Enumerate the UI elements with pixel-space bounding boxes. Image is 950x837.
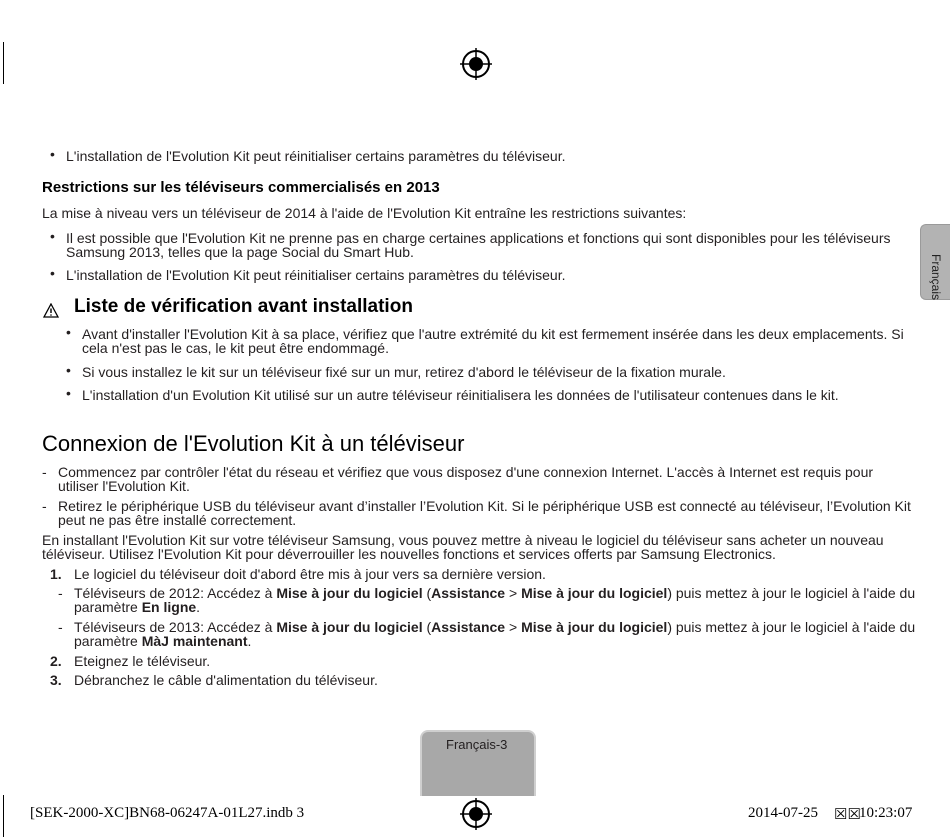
step-number: 3. — [50, 672, 62, 688]
page-number-tab — [420, 730, 536, 796]
substep-2012-line1 — [74, 586, 915, 600]
menu-separator: > — [505, 619, 522, 635]
param-update-now: MàJ maintenant — [141, 633, 248, 649]
substep-2013-prefix: Téléviseurs de 2013: Accédez à — [74, 619, 277, 635]
warning-triangle-icon — [43, 303, 59, 318]
param-online: En ligne — [141, 599, 197, 615]
crop-mark-bottom-left — [3, 795, 4, 837]
restrictions-intro: La mise à niveau vers un téléviseur de 2014 à l'aide de l'Evolution Kit entraîne les restrictions suivantes: — [42, 205, 687, 221]
checklist-bullet: Si vous installez le kit sur un téléviseur fixé sur un mur, retirez d'abord le téléviseur de la fixation murale. — [82, 364, 726, 380]
menu-path-update: Mise à jour du logiciel — [276, 585, 423, 601]
period: . — [196, 599, 201, 615]
bullet-icon: • — [50, 228, 55, 244]
dash-icon: - — [42, 498, 47, 514]
connexion-dash-item: Retirez le périphérique USB du téléviseur avant d’installer l’Evolution Kit. Si le périphérique USB est connecté au téléviseur, l’Evolution Kit peut ne pas être installé correctement. — [58, 498, 911, 528]
top-note: L'installation de l'Evolution Kit peut réinitialiser certains paramètres du téléviseur. — [66, 148, 566, 164]
page-number: Français-3 — [446, 737, 508, 752]
registration-mark-top — [460, 48, 492, 80]
bullet-icon: • — [50, 146, 55, 162]
substep-2013-line1 — [74, 620, 915, 634]
checklist-bullet: Avant d'installer l'Evolution Kit à sa place, vérifiez que l'autre extrémité du kit est fermement insérée dans les deux emplacements. Si cela n'est pas le cas, le kit peut être endommagé. — [82, 326, 904, 356]
print-date: 2014-07-25 — [748, 805, 818, 821]
step-text: Débranchez le câble d'alimentation du téléviseur. — [74, 672, 378, 688]
menu-path-update-sub: Mise à jour du logiciel — [521, 619, 668, 635]
step-number: 2. — [50, 653, 62, 669]
menu-separator: > — [505, 585, 522, 601]
dash-icon: - — [58, 585, 63, 601]
paren-open: ( — [422, 619, 432, 635]
restrictions-heading: Restrictions sur les téléviseurs commercialisés en 2013 — [42, 179, 440, 196]
bullet-icon: • — [66, 362, 71, 378]
print-glyph: ☒☒ — [834, 807, 861, 823]
substep-2013-mid: ) puis mettez à jour le logiciel à l'aide du — [667, 619, 916, 635]
paren-open: ( — [422, 585, 432, 601]
substep-2012-prefix: Téléviseurs de 2012: Accédez à — [74, 585, 277, 601]
step-number: 1. — [50, 566, 62, 582]
menu-path-update: Mise à jour du logiciel — [276, 619, 423, 635]
print-time: 10:23:07 — [859, 805, 913, 821]
dash-icon: - — [58, 619, 63, 635]
dash-icon: - — [42, 464, 47, 480]
connexion-paragraph: En installant l'Evolution Kit sur votre téléviseur Samsung, vous pouvez mettre à niveau le logiciel du téléviseur sans acheter un nouveau téléviseur. Utilisez l'Evolution Kit pour déverrouiller les nouvelles fonctions et services offerts par Samsung Electronics. — [42, 532, 884, 562]
restrictions-bullet: L'installation de l'Evolution Kit peut réinitialiser certains paramètres du téléviseur. — [66, 267, 566, 283]
restrictions-bullet: Il est possible que l'Evolution Kit ne prenne pas en charge certaines applications et fonctions qui sont disponibles pour les téléviseurs Samsung 2013, telles que la page Social du Smart Hub. — [66, 230, 891, 260]
bullet-icon: • — [66, 385, 71, 401]
menu-path-assistance: Assistance — [431, 585, 506, 601]
menu-path-update-sub: Mise à jour du logiciel — [521, 585, 668, 601]
connexion-heading: Connexion de l'Evolution Kit à un téléviseur — [42, 431, 465, 456]
substep-2013-param-label: paramètre — [74, 633, 142, 649]
checklist-bullet: L'installation d'un Evolution Kit utilisé sur un autre téléviseur réinitialisera les données de l'utilisateur contenues dans le kit. — [82, 387, 839, 403]
bullet-icon: • — [66, 324, 71, 340]
connexion-dash-item: Commencez par contrôler l'état du réseau et vérifiez que vous disposez d'une connexion Internet. L'accès à Internet est requis pour utiliser l'Evolution Kit. — [58, 464, 874, 494]
step-text: Eteignez le téléviseur. — [74, 653, 211, 669]
registration-mark-bottom — [460, 798, 492, 830]
substep-2013-line2 — [74, 634, 251, 648]
substep-2012-line2 — [74, 600, 200, 614]
language-side-tab — [920, 224, 950, 300]
substep-2012-param-label: paramètre — [74, 599, 142, 615]
language-side-tab-label: Français — [929, 254, 943, 301]
bullet-icon: • — [50, 265, 55, 281]
print-file-info: [SEK-2000-XC]BN68-06247A-01L27.indb 3 — [30, 805, 305, 821]
crop-mark-top-left — [3, 42, 4, 84]
substep-2012-mid: ) puis mettez à jour le logiciel à l'aide du — [667, 585, 916, 601]
menu-path-assistance: Assistance — [431, 619, 506, 635]
period: . — [247, 633, 252, 649]
checklist-heading: Liste de vérification avant installation — [74, 296, 413, 317]
step-text: Le logiciel du téléviseur doit d'abord être mis à jour vers sa dernière version. — [74, 566, 546, 582]
